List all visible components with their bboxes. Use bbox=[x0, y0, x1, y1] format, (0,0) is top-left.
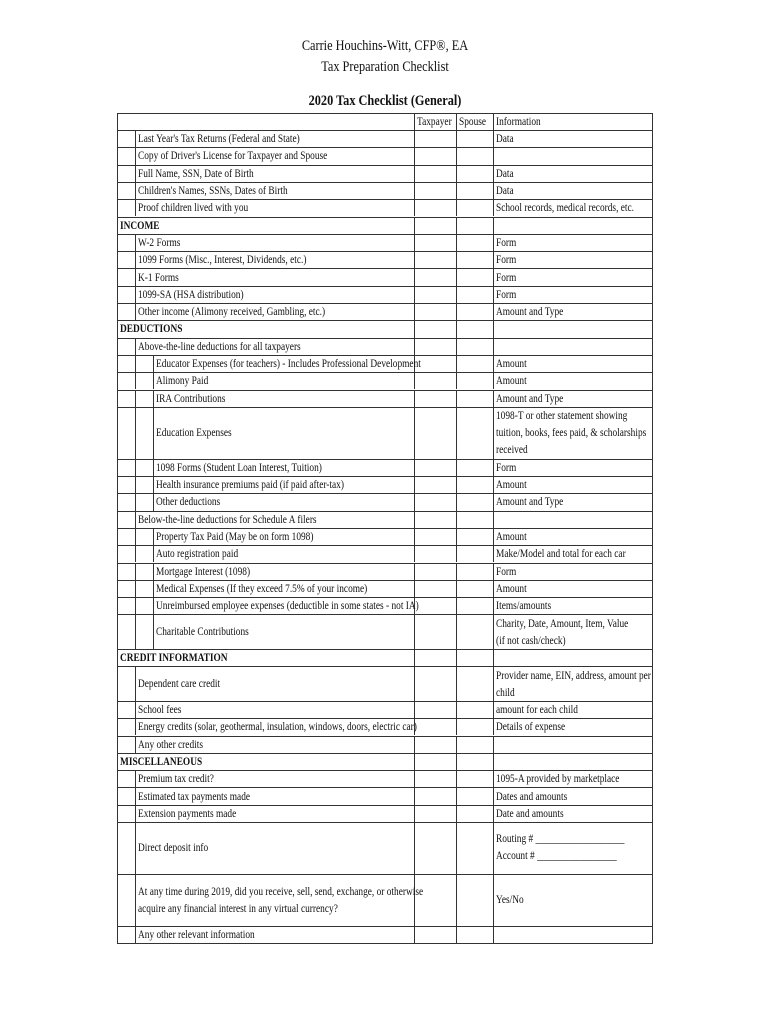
information-text: Details of expense bbox=[496, 719, 566, 734]
table-rule bbox=[456, 268, 457, 285]
checklist-item-label: 1098 Forms (Student Loan Interest, Tuition) bbox=[156, 459, 322, 474]
information-text: Routing # ___________________ bbox=[496, 831, 625, 845]
checklist-item-label: Auto registration paid bbox=[156, 546, 239, 561]
table-rule bbox=[414, 580, 415, 597]
checklist-item-label: W-2 Forms bbox=[138, 234, 181, 249]
table-rule bbox=[414, 770, 415, 787]
checklist-item-label: 1099 Forms (Misc., Interest, Dividends, etc.) bbox=[138, 252, 307, 267]
table-rule bbox=[456, 805, 457, 822]
checklist-item-label: Copy of Driver's License for Taxpayer and Spouse bbox=[138, 148, 328, 163]
table-rule bbox=[456, 286, 457, 303]
table-rule bbox=[456, 666, 457, 701]
table-rule bbox=[414, 545, 415, 562]
table-rule bbox=[414, 251, 415, 268]
table-rule bbox=[456, 528, 457, 545]
checklist-item-label: Estimated tax payments made bbox=[138, 788, 251, 803]
table-rule bbox=[135, 614, 136, 649]
table-rule bbox=[493, 805, 494, 822]
table-rule bbox=[135, 563, 136, 580]
table-rule bbox=[456, 390, 457, 407]
col-header-information: Information bbox=[496, 114, 541, 128]
table-rule bbox=[493, 459, 494, 476]
checklist-item-label: Education Expenses bbox=[156, 425, 232, 440]
table-rule bbox=[456, 217, 457, 234]
table-rule bbox=[135, 580, 136, 597]
information-text: Data bbox=[496, 165, 514, 180]
table-rule bbox=[153, 597, 154, 614]
col-header-taxpayer: Taxpayer bbox=[417, 114, 452, 128]
table-rule bbox=[456, 701, 457, 718]
checklist-item-label: Unreimbursed employee expenses (deductible in some states - not IA) bbox=[156, 598, 419, 613]
table-rule bbox=[135, 303, 136, 320]
checklist-item-label: Direct deposit info bbox=[138, 840, 209, 855]
table-rule bbox=[493, 545, 494, 562]
table-rule bbox=[493, 355, 494, 372]
table-rule bbox=[456, 182, 457, 199]
table-rule bbox=[135, 147, 136, 164]
checklist-item-label: Any other credits bbox=[138, 736, 203, 751]
checklist-item-label: Premium tax credit? bbox=[138, 771, 214, 786]
checklist-item-label: Below-the-line deductions for Schedule A filers bbox=[138, 511, 317, 526]
checklist-item-label: Energy credits (solar, geothermal, insulation, windows, doors, electric car) bbox=[138, 719, 417, 734]
table-rule bbox=[153, 528, 154, 545]
information-text: Items/amounts bbox=[496, 598, 552, 613]
section-heading: INCOME bbox=[120, 217, 160, 232]
table-rule bbox=[493, 217, 494, 234]
table-rule bbox=[493, 822, 494, 874]
table-rule bbox=[135, 597, 136, 614]
table-rule bbox=[414, 736, 415, 753]
table-rule bbox=[135, 926, 136, 943]
table-rule bbox=[414, 320, 415, 337]
table-rule bbox=[493, 753, 494, 770]
table-rule bbox=[135, 701, 136, 718]
table-rule bbox=[493, 580, 494, 597]
information-text: Dates and amounts bbox=[496, 788, 568, 803]
table-rule bbox=[493, 597, 494, 614]
table-rule bbox=[414, 701, 415, 718]
table-rule bbox=[414, 234, 415, 251]
information-text: Amount bbox=[496, 373, 527, 388]
table-rule bbox=[414, 563, 415, 580]
table-rule bbox=[456, 580, 457, 597]
table-rule bbox=[493, 268, 494, 285]
checklist-title: 2020 Tax Checklist (General) bbox=[308, 93, 462, 109]
table-rule bbox=[135, 874, 136, 926]
table-rule bbox=[493, 407, 494, 459]
information-text: received bbox=[496, 442, 528, 457]
table-rule bbox=[414, 805, 415, 822]
checklist-item-label: At any time during 2019, did you receive, sell, send, exchange, or otherwise bbox=[138, 883, 424, 898]
information-text: Amount and Type bbox=[496, 304, 564, 319]
table-rule bbox=[135, 822, 136, 874]
table-rule bbox=[135, 459, 136, 476]
table-rule bbox=[414, 286, 415, 303]
table-rule bbox=[456, 130, 457, 147]
information-text: 1098-T or other statement showing bbox=[496, 408, 628, 423]
table-rule bbox=[493, 338, 494, 355]
table-rule bbox=[456, 545, 457, 562]
table-rule bbox=[456, 251, 457, 268]
table-rule bbox=[456, 874, 457, 926]
information-text: Data bbox=[496, 183, 514, 198]
table-rule bbox=[493, 528, 494, 545]
table-rule bbox=[456, 614, 457, 649]
information-text: Date and amounts bbox=[496, 805, 564, 820]
table-rule bbox=[414, 649, 415, 666]
table-rule bbox=[414, 753, 415, 770]
table-rule bbox=[414, 459, 415, 476]
information-text: Form bbox=[496, 459, 517, 474]
table-rule bbox=[414, 303, 415, 320]
table-rule bbox=[414, 113, 415, 130]
information-text: tuition, books, fees paid, & scholarships bbox=[496, 425, 647, 440]
table-rule bbox=[493, 511, 494, 528]
table-rule bbox=[493, 926, 494, 943]
table-rule bbox=[456, 372, 457, 389]
table-rule bbox=[153, 545, 154, 562]
checklist-item-label: Full Name, SSN, Date of Birth bbox=[138, 165, 254, 180]
table-rule bbox=[414, 926, 415, 943]
information-text: Amount and Type bbox=[496, 390, 564, 405]
checklist-item-label: Alimony Paid bbox=[156, 373, 209, 388]
table-rule bbox=[414, 614, 415, 649]
table-rule bbox=[135, 545, 136, 562]
table-rule bbox=[153, 614, 154, 649]
table-rule bbox=[135, 130, 136, 147]
table-rule bbox=[493, 563, 494, 580]
table-rule bbox=[493, 130, 494, 147]
table-rule bbox=[153, 459, 154, 476]
information-text: Amount bbox=[496, 356, 527, 371]
table-rule bbox=[414, 511, 415, 528]
table-rule bbox=[117, 113, 653, 114]
table-rule bbox=[414, 787, 415, 804]
table-rule bbox=[135, 407, 136, 459]
checklist-item-label: Other income (Alimony received, Gambling, etc.) bbox=[138, 304, 326, 319]
table-rule bbox=[117, 113, 118, 944]
checklist-item-label: Extension payments made bbox=[138, 805, 237, 820]
table-rule bbox=[153, 407, 154, 459]
table-rule bbox=[153, 580, 154, 597]
information-text: Form bbox=[496, 286, 517, 301]
table-rule bbox=[493, 493, 494, 510]
table-rule bbox=[414, 528, 415, 545]
table-rule bbox=[456, 355, 457, 372]
table-rule bbox=[135, 286, 136, 303]
table-rule bbox=[153, 372, 154, 389]
table-rule bbox=[135, 666, 136, 701]
table-rule bbox=[135, 165, 136, 182]
information-text: Amount bbox=[496, 580, 527, 595]
preparer-name: Carrie Houchins-Witt, CFP®, EA bbox=[301, 38, 469, 54]
table-rule bbox=[493, 701, 494, 718]
table-rule bbox=[493, 320, 494, 337]
table-rule bbox=[456, 718, 457, 735]
table-rule bbox=[153, 355, 154, 372]
table-rule bbox=[135, 528, 136, 545]
information-text: Provider name, EIN, address, amount per bbox=[496, 667, 651, 682]
table-rule bbox=[414, 338, 415, 355]
table-rule bbox=[456, 787, 457, 804]
checklist-item-label: Educator Expenses (for teachers) - Includes Professional Development bbox=[156, 356, 421, 371]
checklist-item-label: Property Tax Paid (May be on form 1098) bbox=[156, 529, 314, 544]
table-rule bbox=[456, 563, 457, 580]
checklist-item-label: Dependent care credit bbox=[138, 676, 221, 691]
table-rule bbox=[414, 372, 415, 389]
table-rule bbox=[414, 666, 415, 701]
table-rule bbox=[456, 338, 457, 355]
checklist-item-label: Any other relevant information bbox=[138, 926, 255, 941]
information-text: child bbox=[496, 684, 515, 699]
table-rule bbox=[117, 234, 653, 235]
table-rule bbox=[414, 182, 415, 199]
information-text: Account # _________________ bbox=[496, 848, 617, 862]
table-rule bbox=[135, 736, 136, 753]
table-rule bbox=[493, 476, 494, 493]
table-rule bbox=[493, 614, 494, 649]
information-text: (if not cash/check) bbox=[496, 632, 566, 647]
table-rule bbox=[117, 874, 653, 875]
information-text: Form bbox=[496, 234, 517, 249]
section-heading: DEDUCTIONS bbox=[120, 321, 183, 336]
table-rule bbox=[493, 147, 494, 164]
table-rule bbox=[153, 476, 154, 493]
table-rule bbox=[135, 511, 136, 528]
checklist-item-label: acquire any financial interest in any virtual currency? bbox=[138, 900, 338, 915]
table-rule bbox=[135, 268, 136, 285]
checklist-item-label: Medical Expenses (If they exceed 7.5% of your income) bbox=[156, 580, 368, 595]
table-rule bbox=[117, 943, 653, 944]
table-rule bbox=[153, 493, 154, 510]
col-header-spouse: Spouse bbox=[459, 114, 487, 128]
table-rule bbox=[414, 476, 415, 493]
table-rule bbox=[456, 649, 457, 666]
checklist-item-label: Last Year's Tax Returns (Federal and State) bbox=[138, 131, 300, 146]
information-text: Data bbox=[496, 131, 514, 146]
table-rule bbox=[493, 113, 494, 130]
table-rule bbox=[493, 718, 494, 735]
table-rule bbox=[456, 753, 457, 770]
section-heading: MISCELLANEOUS bbox=[120, 753, 203, 768]
table-rule bbox=[456, 147, 457, 164]
table-rule bbox=[493, 874, 494, 926]
table-rule bbox=[493, 199, 494, 216]
table-rule bbox=[414, 199, 415, 216]
table-rule bbox=[135, 770, 136, 787]
table-rule bbox=[117, 217, 653, 218]
table-rule bbox=[493, 286, 494, 303]
table-rule bbox=[456, 736, 457, 753]
table-rule bbox=[493, 234, 494, 251]
table-rule bbox=[493, 165, 494, 182]
checklist-item-label: IRA Contributions bbox=[156, 390, 226, 405]
checklist-item-label: Health insurance premiums paid (if paid after-tax) bbox=[156, 477, 344, 492]
information-text: 1095-A provided by marketplace bbox=[496, 771, 620, 786]
table-rule bbox=[414, 407, 415, 459]
checklist-item-label: Children's Names, SSNs, Dates of Birth bbox=[138, 183, 288, 198]
table-rule bbox=[493, 649, 494, 666]
table-rule bbox=[456, 476, 457, 493]
checklist-item-label: Charitable Contributions bbox=[156, 624, 249, 639]
table-rule bbox=[456, 822, 457, 874]
table-rule bbox=[493, 736, 494, 753]
table-rule bbox=[456, 320, 457, 337]
table-rule bbox=[456, 597, 457, 614]
document-title: Tax Preparation Checklist bbox=[321, 59, 449, 75]
table-rule bbox=[493, 770, 494, 787]
table-rule bbox=[456, 926, 457, 943]
checklist-item-label: Other deductions bbox=[156, 494, 221, 509]
table-rule bbox=[456, 199, 457, 216]
information-text: Form bbox=[496, 252, 517, 267]
section-heading: CREDIT INFORMATION bbox=[120, 650, 228, 665]
table-rule bbox=[135, 372, 136, 389]
table-rule bbox=[456, 165, 457, 182]
table-rule bbox=[456, 493, 457, 510]
table-rule bbox=[414, 147, 415, 164]
checklist-item-label: Proof children lived with you bbox=[138, 200, 249, 215]
checklist-table bbox=[117, 113, 652, 944]
table-rule bbox=[135, 338, 136, 355]
table-rule bbox=[456, 234, 457, 251]
checklist-item-label: Above-the-line deductions for all taxpayers bbox=[138, 338, 301, 353]
table-rule bbox=[135, 718, 136, 735]
table-rule bbox=[456, 303, 457, 320]
table-rule bbox=[135, 476, 136, 493]
table-rule bbox=[493, 787, 494, 804]
checklist-item-label: K-1 Forms bbox=[138, 269, 179, 284]
checklist-item-label: Mortgage Interest (1098) bbox=[156, 563, 251, 578]
table-rule bbox=[414, 217, 415, 234]
information-text: Amount bbox=[496, 529, 527, 544]
table-rule bbox=[493, 251, 494, 268]
table-rule bbox=[135, 390, 136, 407]
checklist-item-label: 1099-SA (HSA distribution) bbox=[138, 286, 244, 301]
table-rule bbox=[117, 822, 653, 823]
table-rule bbox=[493, 666, 494, 701]
information-text: Amount and Type bbox=[496, 494, 564, 509]
table-rule bbox=[414, 390, 415, 407]
table-rule bbox=[117, 268, 653, 269]
table-rule bbox=[153, 390, 154, 407]
table-rule bbox=[135, 182, 136, 199]
table-rule bbox=[493, 372, 494, 389]
information-text: Charity, Date, Amount, Item, Value bbox=[496, 615, 629, 630]
table-rule bbox=[135, 251, 136, 268]
table-rule bbox=[135, 493, 136, 510]
table-rule bbox=[414, 268, 415, 285]
table-rule bbox=[414, 493, 415, 510]
table-rule bbox=[456, 459, 457, 476]
table-rule bbox=[135, 787, 136, 804]
table-rule bbox=[117, 320, 653, 321]
information-text: Yes/No bbox=[496, 892, 524, 907]
table-rule bbox=[153, 563, 154, 580]
table-rule bbox=[414, 130, 415, 147]
table-rule bbox=[135, 199, 136, 216]
table-rule bbox=[493, 303, 494, 320]
information-text: Form bbox=[496, 269, 517, 284]
table-rule bbox=[456, 407, 457, 459]
table-rule bbox=[456, 511, 457, 528]
table-rule bbox=[652, 113, 653, 944]
table-rule bbox=[456, 770, 457, 787]
checklist-item-label: School fees bbox=[138, 702, 182, 717]
information-text: Form bbox=[496, 563, 517, 578]
table-rule bbox=[493, 182, 494, 199]
table-rule bbox=[456, 113, 457, 130]
table-rule bbox=[135, 355, 136, 372]
table-rule bbox=[135, 805, 136, 822]
table-rule bbox=[135, 234, 136, 251]
table-rule bbox=[493, 390, 494, 407]
table-rule bbox=[414, 165, 415, 182]
information-text: amount for each child bbox=[496, 702, 578, 717]
information-text: Amount bbox=[496, 477, 527, 492]
information-text: Make/Model and total for each car bbox=[496, 546, 626, 561]
information-text: School records, medical records, etc. bbox=[496, 200, 635, 215]
table-rule bbox=[414, 822, 415, 874]
